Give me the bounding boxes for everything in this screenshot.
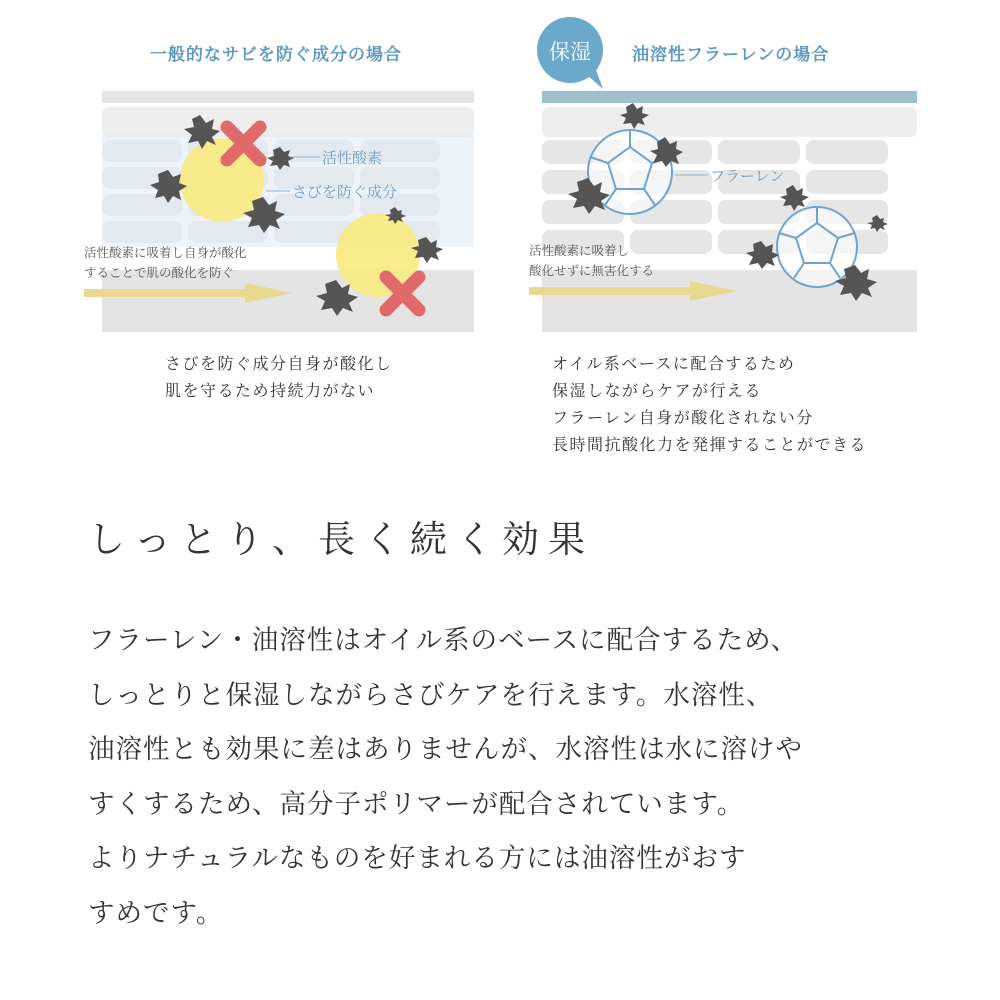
body-paragraph — [88, 614, 948, 941]
left-arrow-label-2: することで肌の酸化を防ぐ — [84, 265, 235, 280]
section-heading: しっとり、長く続く効果 — [88, 518, 594, 561]
fullerene-icon — [777, 207, 857, 287]
right-diagram — [525, 85, 925, 340]
caption-line: さびを防ぐ成分自身が酸化し — [165, 354, 393, 373]
right-caption — [552, 350, 867, 458]
body-line: よりナチュラルなものを好まれる方には油溶性がおす — [88, 843, 747, 874]
caption-line: 肌を守るため持続力がない — [165, 381, 376, 400]
right-panel-title: 油溶性フラーレンの場合 — [632, 45, 830, 65]
right-arrow-label-1: 活性酸素に吸着し — [529, 243, 630, 258]
caption-line: 保湿しながらケアが行える — [552, 381, 763, 400]
body-line: しっとりと保湿しながらさびケアを行えます。水溶性、 — [88, 679, 774, 711]
left-caption — [165, 350, 393, 404]
badge-label: 保湿 — [549, 40, 591, 64]
body-line: 油溶性とも効果に差はありませんが、水溶性は水に溶けや — [88, 734, 803, 765]
antirust-label: さびを防ぐ成分 — [292, 183, 398, 201]
caption-line: 長時間抗酸化力を発揮することができる — [552, 435, 868, 454]
caption-line: フラーレン自身が酸化されない分 — [552, 408, 814, 427]
radical-label: 活性酸素 — [322, 149, 383, 167]
body-line: フラーレン・油溶性はオイル系のベースに配合するため、 — [88, 625, 799, 656]
moisturizing-badge — [533, 15, 613, 90]
fullerene-label: フラーレン — [710, 167, 785, 185]
left-arrow-label-1: 活性酸素に吸着し自身が酸化 — [84, 245, 247, 260]
left-diagram — [80, 85, 480, 340]
left-panel-title: 一般的なサビを防ぐ成分の場合 — [150, 45, 402, 65]
body-line: すくするため、高分子ポリマーが配合されています。 — [88, 788, 745, 820]
caption-line: オイル系ベースに配合するため — [552, 354, 796, 373]
body-line: すめです。 — [88, 897, 224, 929]
right-arrow-label-2: 酸化せずに無害化する — [529, 263, 655, 278]
